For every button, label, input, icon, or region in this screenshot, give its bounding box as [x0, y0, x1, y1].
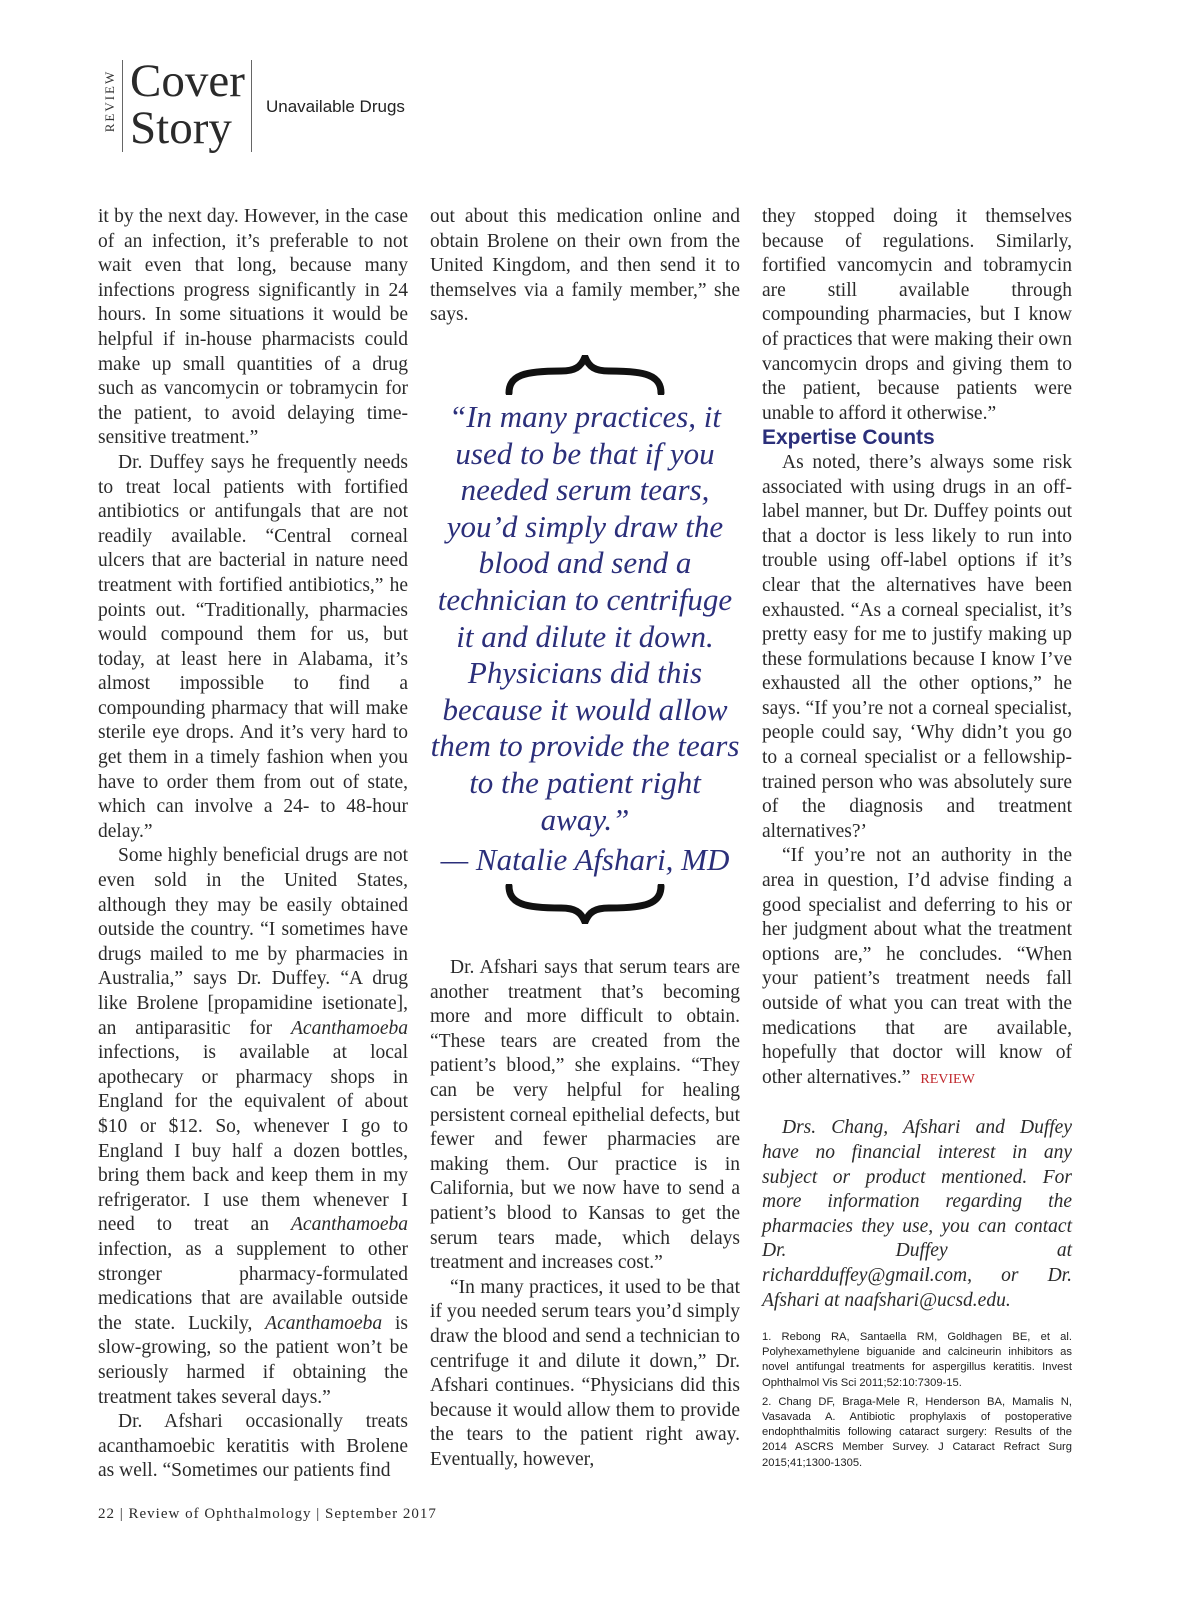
header-divider [122, 60, 123, 152]
paragraph [98, 844, 408, 1410]
paragraph: “In many practices, it used to be that if you needed serum tears you’d simply draw the blood and send a technician to centrifuge it and dilute it down,” Dr. Afshari continues. “Physicians did this because it would allow them to provide the tears to the patient right away. Eventually, however, [430, 1276, 740, 1470]
paragraph-text: infection, as a supplement to other stronger pharmacy-formulated medications that are available outside the state. Luckily, [98, 1238, 408, 1334]
reference-item: 2. Chang DF, Braga-Mele R, Henderson BA, Mamalis N, Vasavada A. Antibiotic prophylaxis of postoperative endophthalmitis following cataract surgery: Results of the 2014 ASCRS Member Survey. J Cataract Refract Surg 2015;41;1300-1305. [762, 1395, 1072, 1469]
paragraph-text: “If you’re not an authority in the area in question, I’d advise finding a good specialist and deferring to his or her judgment about what the treatment options are,” he concludes. “When your patient’s treatment needs fall outside of what you can treat with the medications that are available, hopefully that doctor will know of other alternatives.” [762, 845, 1072, 1088]
section-title [130, 55, 245, 154]
column-3 [762, 205, 1072, 1313]
paragraph: Dr. Afshari says that serum tears are another treatment that’s becoming more and more difficult to obtain. “These tears are created from the patient’s blood,” she explains. “They can be very helpful for healing persistent corneal epithelial defects, but fewer and fewer pharmacies are making them. Our practice is in California, but we now have to send a patient’s blood to Kansas to get the serum tears made, which delays treatment and increases cost.” [430, 957, 740, 1274]
review-vertical-text: REVIEW [102, 69, 117, 133]
pull-quote-attribution: — Natalie Afshari, MD [440, 842, 730, 878]
review-end-tag: REVIEW [920, 1071, 975, 1087]
italic-term: Acanthamoeba [291, 1214, 408, 1236]
section-title-cover: Cover [130, 55, 245, 107]
paragraph: Dr. Duffey says he frequently needs to treat local patients with fortified antibiotics or antifungals that are not readily available. “Central corneal ulcers that are bacterial in nature need treatment with fortified antibiotics,” he points out. “Traditionally, pharmacies would compound them for us, but today, at least here in Alabama, it’s almost impossible to find a compounding pharmacy that will make sterile eye drops. And it’s very hard to get them in a timely fashion when you have to order them from out of state, which can involve a 24- to 48-hour delay.” [98, 451, 408, 842]
column-2-top [430, 205, 740, 328]
paragraph: Dr. Afshari occasionally treats acanthamoebic keratitis with Brolene as well. “Sometimes our patients find [98, 1411, 408, 1482]
pull-quote-text: “In many practices, it used to be that if you needed serum tears, you’d simply draw the blood and send a technician to centrifuge it and dilute it down. Physicians did this because it would allow them to provide the tears to the patient right away.” [430, 399, 740, 837]
italic-term: Acanthamoeba [265, 1312, 383, 1334]
opening-brace-icon [505, 355, 665, 395]
subheading: Expertise Counts [762, 426, 935, 450]
closing-brace-icon [505, 884, 665, 924]
column-2-bottom [430, 956, 740, 1472]
reference-item: 1. Rebong RA, Santaella RM, Goldhagen BE, et al. Polyhexamethylene biguanide and calcineurin inhibitors as novel antifungal treatments for aspergillus keratitis. Invest Ophthalmol Vis Sci 2011;52:10:7309-15. [762, 1331, 1072, 1389]
section-title-story: Story [130, 102, 232, 154]
review-vertical-label [98, 58, 120, 150]
italic-term: Acanthamoeba [291, 1017, 408, 1039]
section-label: Unavailable Drugs [266, 97, 405, 116]
paragraph: As noted, there’s always some risk associated with using drugs in an off-label manner, but Dr. Duffey points out that a doctor is less likely to run into trouble using off-label options if it’s clear that the alternatives have been exhausted. “As a corneal specialist, it’s pretty easy for me to justify making up these formulations because I know I’ve exhausted all the other options,” he says. “If you’re not a corneal specialist, people could say, ‘Why didn’t you go to a corneal specialist or a fellowship-trained person who was absolutely sure of the diagnosis and treatment alternatives?’ [762, 451, 1072, 842]
references [762, 1330, 1072, 1475]
paragraph-text: is slow-growing, so the patient won’t be seriously harmed if obtaining the treatment takes several days.” [98, 1312, 408, 1408]
paragraph-text: infections, is available at local apothecary or pharmacy shops in England for the equivalent of about $10 or $12. So, whenever I go to England I buy half a dozen bottles, bring them back and keep them in my refrigerator. I use them whenever I need to treat an [98, 1042, 408, 1236]
paragraph-text: Some highly beneficial drugs are not even sold in the United States, although they may be easily obtained outside the country. “I sometimes have drugs mailed to me by pharmacies in Australia,” says Dr. Duffey. “A drug like Brolene [propamidine isetionate], an antiparasitic for [98, 845, 408, 1039]
paragraph: it by the next day. However, in the case of an infection, it’s preferable to not wait even that long, because many infections progress significantly in 24 hours. In some situations it would be helpful if in-house pharmacists could make up small quantities of a drug such as vancomycin or tobramycin for the patient, to avoid delaying time-sensitive treatment.” [98, 206, 408, 449]
paragraph: out about this medication online and obtain Brolene on their own from the United Kingdom, and then send it to themselves via a family member,” she says. [430, 206, 740, 326]
column-1 [98, 205, 408, 1484]
paragraph [762, 844, 1072, 1092]
paragraph: they stopped doing it themselves because of regulations. Similarly, fortified vancomycin and tobramycin are still available through compounding pharmacies, but I know of practices that were making their own vancomycin drops and giving them to the patient, because patients were unable to afford it otherwise.” [762, 206, 1072, 424]
disclosure: Drs. Chang, Afshari and Duffey have no financial interest in any subject or product mentioned. For more information regarding the pharmacies they use, you can contact Dr. Duffey at richardduffey@gmail.com, or Dr. Afshari at naafshari@ucsd.edu. [762, 1117, 1072, 1311]
page-footer: 22 | Review of Ophthalmology | September 2017 [98, 1506, 437, 1522]
header-divider [251, 60, 252, 152]
pull-quote [430, 355, 740, 924]
